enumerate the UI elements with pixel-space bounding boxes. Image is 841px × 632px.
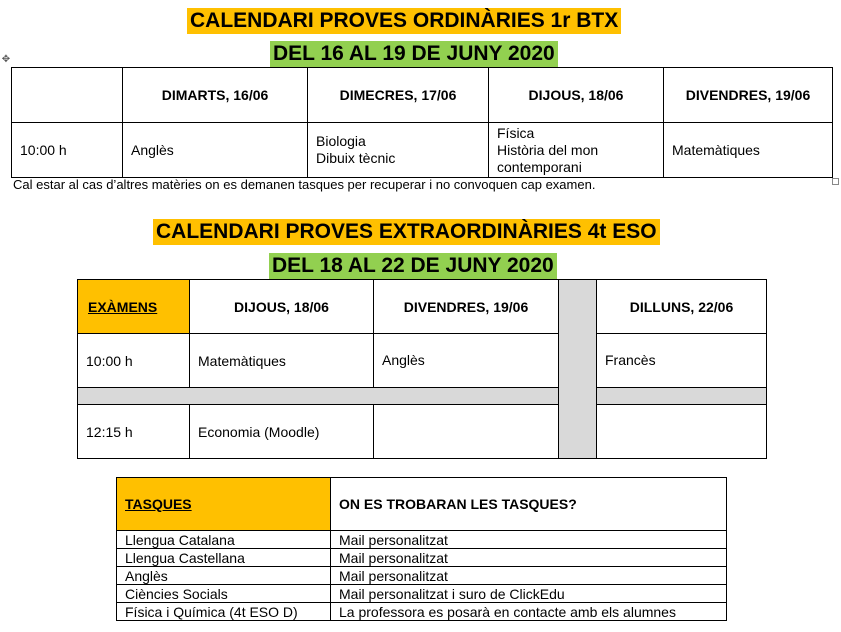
location-cell: Mail personalitzat i suro de ClickEdu — [331, 585, 727, 603]
extraordinary-exams-table — [77, 279, 767, 459]
exams-header-cell — [78, 280, 190, 334]
tasks-table — [116, 477, 727, 621]
table-resize-handle[interactable] — [832, 178, 839, 185]
empty-header-cell — [12, 68, 123, 123]
grey-separator-column — [559, 280, 597, 459]
table-header-row — [78, 280, 767, 334]
grey-separator-cell — [597, 388, 767, 405]
exam-cell: Matemàtiques — [190, 334, 374, 388]
exam-cell — [664, 123, 833, 178]
tasks-header-cell — [117, 478, 331, 531]
subject-cell: Llengua Catalana — [117, 531, 331, 549]
table-header-row — [117, 478, 727, 531]
note-text: Cal estar al cas d’altres matèries on es demanen tasques per recuperar i no convoquen cap examen. — [13, 177, 596, 192]
table-row — [117, 567, 727, 585]
subject: contemporani — [497, 158, 582, 175]
ordinary-exams-title: CALENDARI PROVES ORDINÀRIES 1r BTX — [187, 8, 621, 34]
header-day: DIMECRES, 17/06 — [308, 68, 489, 123]
grey-separator-row — [78, 388, 767, 405]
table-row — [117, 603, 727, 621]
table-row — [117, 549, 727, 567]
subject-cell: Llengua Castellana — [117, 549, 331, 567]
location-cell: Mail personalitzat — [331, 531, 727, 549]
table-move-handle-icon[interactable]: ✥ — [1, 54, 11, 65]
exam-cell — [489, 123, 664, 178]
header-day: DIVENDRES, 19/06 — [664, 68, 833, 123]
subject-cell: Ciències Socials — [117, 585, 331, 603]
subject: Física — [497, 124, 535, 141]
table-row — [12, 123, 833, 178]
header-day: DIVENDRES, 19/06 — [374, 280, 559, 334]
subject: Dibuix tècnic — [316, 150, 396, 166]
subject: Anglès — [131, 142, 174, 158]
exam-cell — [374, 405, 559, 459]
exam-cell: Economia (Moodle) — [190, 405, 374, 459]
subject: Història del mon — [497, 141, 599, 158]
table-row — [117, 531, 727, 549]
grey-separator-cell — [78, 388, 559, 405]
location-cell: La professora es posarà en contacte amb els alumnes — [331, 603, 727, 621]
table-row — [78, 405, 767, 459]
extraordinary-exams-title: CALENDARI PROVES EXTRAORDINÀRIES 4t ESO — [153, 219, 660, 245]
header-day: DIMARTS, 16/06 — [123, 68, 308, 123]
table-header-row — [12, 68, 833, 123]
location-cell: Mail personalitzat — [331, 549, 727, 567]
exam-cell: Francès — [597, 334, 767, 388]
extraordinary-exams-dates: DEL 18 AL 22 DE JUNY 2020 — [269, 253, 557, 279]
ordinary-exams-table — [11, 67, 833, 178]
exam-cell — [308, 123, 489, 178]
tasks-header: TASQUES — [125, 496, 192, 512]
exam-cell — [123, 123, 308, 178]
ordinary-exams-dates: DEL 16 AL 19 DE JUNY 2020 — [270, 41, 558, 67]
exams-header: EXÀMENS — [88, 298, 158, 315]
table-row — [78, 334, 767, 388]
header-day: DIJOUS, 18/06 — [489, 68, 664, 123]
exam-cell: Anglès — [374, 334, 559, 388]
table-row — [117, 585, 727, 603]
subject-cell: Anglès — [117, 567, 331, 585]
exam-cell — [597, 405, 767, 459]
subject: Matemàtiques — [672, 142, 760, 158]
location-header: ON ES TROBARAN LES TASQUES? — [331, 478, 727, 531]
subject-cell: Física i Química (4t ESO D) — [117, 603, 331, 621]
time-cell: 12:15 h — [78, 405, 190, 459]
header-day: DIJOUS, 18/06 — [190, 280, 374, 334]
subject: Biologia — [316, 133, 366, 149]
time-cell: 10:00 h — [12, 123, 123, 178]
time-cell: 10:00 h — [78, 334, 190, 388]
header-day: DILLUNS, 22/06 — [597, 280, 767, 334]
location-cell: Mail personalitzat — [331, 567, 727, 585]
